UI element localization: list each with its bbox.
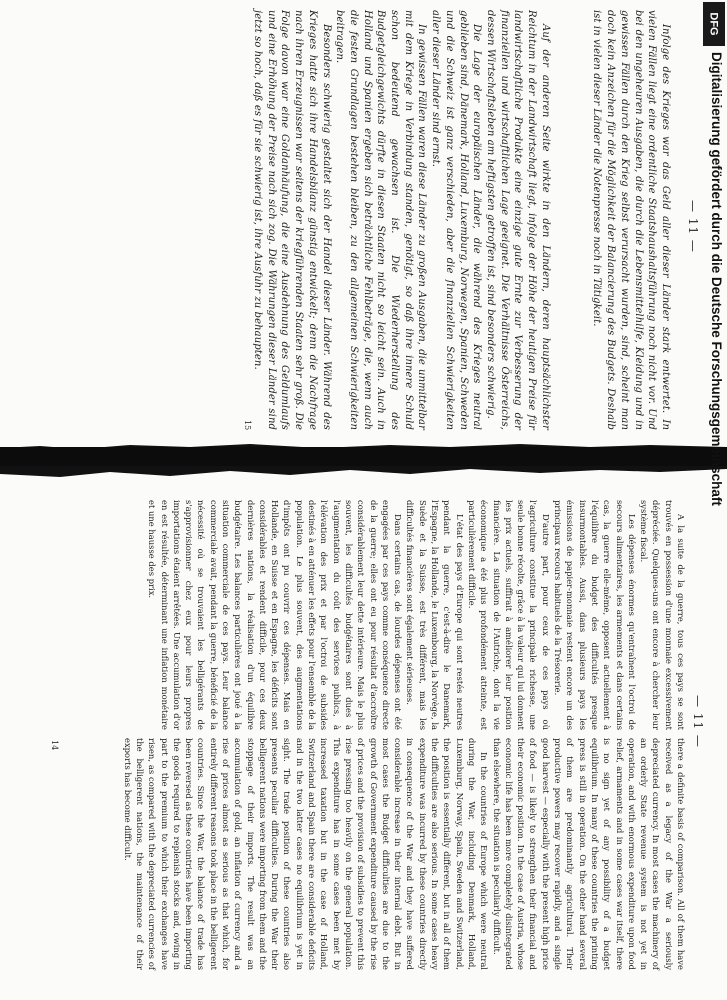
top-paragraph: Besonders schwierig gestaltet sich der Handel dieser Länder. Während des Krieges hatte sich ihre Handelsbilanz günstig entwickelt; denn die Nachfrage nach ihren Erzeugnissen war seitens der kriegführenden Staaten sehr groß. Die Folge davon war eine Goldanhäufung, die eine Ausdehnung des Geldumlaufs und eine Erhöhung der Preise nach sich zog. Die Währungen dieser Länder sind jetzt so hoch, daß es für sie schwierig ist, ihre Ausfuhr zu behaupten. (252, 10, 332, 430)
english-paragraph: there a definite basis of comparison. All of them have received as a legacy of the War a seriously depreciated currency. In most cases the machinery of an orderly State revenue system is not yet in operation, and with enormous expenditure upon food relief, armaments and in some cases war itself, there is no sign yet of any possibility of a budget equilibrium. In many of these countries the printing press is still in operation. On the other hand several of them are predominantly agricultural. Their productive powers may recover rapidly, and a single good harvest — especially with the present high price of food — is likely to strengthen their financial and their economic position. In the case of Austria, whose economic life has been more completely disintegrated than elsewhere, the situation is peculiarly difficult. (491, 738, 686, 970)
bottom-folio: 14 (50, 740, 59, 751)
top-paragraph: In gewissen Fällen waren diese Länder zu großen Ausgaben, die unmittelbar mit dem Kriege in Verbindung standen, genötigt, so daß ihre innere Schuld schon bedeutend gewachsen ist. Die Wiederherstellung des Budgetgleichgewichts dürfte in diesen Staaten nicht so leicht sein. Auch in Holland und Spanien ergeben sich beträchtliche Fehlbeträge, die, wenn auch die festen Grundlagen bestehen bleiben, zu den allgemeinen Schwierigkeiten beitragen. (334, 10, 428, 430)
top-paragraph: Infolge des Krieges war das Geld aller dieser Länder stark entwertet. In vielen Fällen liegt eine ordentliche Staatshaushaltsführung noch nicht vor. Und bei den ungeheuren Ausgaben, die durch die Lebensmittelhilfe, Kleidung und in gewissen Fällen durch den Krieg selbst verursacht wurden, sind, scheint man doch kein Anzeichen für die Möglichkeit der Balancierung des Budgets. Deshalb ist in vielen dieser Länder die Notenpresse noch in Tätigkeit. (591, 10, 671, 430)
bottom-right-column-english (62, 738, 687, 970)
top-paragraph: Die Lage der europäischen Länder, die während des Krieges neutral geblieben sind, Dänemark, Holland, Luxemburg, Norwegen, Spanien, Schweden und die Schweiz ist ganz verschieden, aber die finanziellen Schwierigkeiten aller dieser Länder sind ernst. (430, 10, 483, 430)
french-paragraph: D'autre part, pour ceux de ces pays où l'agriculture constitue la principale richesse, une seule bonne récolte, grâce à la valeur qui lui donnent les prix actuels, suffirait à améliorer leur position financière. La situation de l'Autriche, dont la vie économique a été plus profondément atteinte, est particulièrement difficile. (466, 500, 551, 730)
digitization-watermark: Digitalisierung gefördert durch die Deutsche Forschungsgemeinschaft (709, 52, 724, 506)
dfg-logo-text: DFG (708, 12, 721, 36)
bottom-page (15, 500, 705, 970)
dfg-logo-icon (703, 2, 725, 46)
page-divider-band (0, 447, 727, 467)
top-paragraph: Auf der anderen Seite wirkte in den Ländern, deren hauptsächlichster Reichtum in der Landwirtschaft liegt, infolge der Höhe der heutigen Preise für landwirtschaftliche Produkte eine einzige gute Ernte zur Verbesserung der finanziellen und wirtschaftlichen Lage geeignet. Die Verhältnisse Österreichs, dessen Wirtschaftsleben am heftigsten getroffen ist, sind besonders schwierig. (484, 10, 551, 430)
french-paragraph: Les dépenses énormes qu'entraînent l'octroi de secours alimentaires, les armements et dans certains cas, la guerre elle-même, opposent actuellement à l'équilibre du budget des difficultés presque insurmontables. Aussi, dans plusieurs pays les émissions de papier-monnaie restent encore un des principaux recours habituels de la Trésorerie. (553, 500, 637, 730)
bottom-page-number: — 11 — (691, 695, 705, 748)
english-paragraph: In the countries of Europe which were neutral during the War, including Denmark, Holland, Luxemburg, Norway, Spain, Sweden and Switzerland, the position is essentially different, but in all of them the difficulties are also serious. In some cases heavy expenditure was incurred by these countries directly in consequence of the War and they have suffered considerable increase in their internal debt. But in most cases the Budget difficulties are due to the growth of Government expenditure caused by the rise of prices and the provision of subsidies to prevent this rise pressing too heavily on the general population. This expenditure has in some cases been met by increased taxation but in the case of Holland, Switzerland and Spain there are considerable deficits and in the two latter cases no equilibrium is yet in sight. The trade position of these countries also presents peculiar difficulties. During the War their belligerent nations were importing from them and the stoppage of their imports. The result was an accumulation of gold, an inflation of currency and a rise of prices almost as serious as that which, for entirely different reasons took place in the belligerent countries. Since the War, the balance of trade has been reversed as these countries have been importing the goods required to replenish stocks and, owing in part to the premium to which their exchanges have risen, as compared with the depreciated currencies of the belligerent nations, the maintenance of their exports has become difficult. (122, 738, 490, 970)
french-paragraph: A la suite de la guerre, tous ces pays se sont trouvés en possession d'une monnaie excessivement dépréciée. Quelques-uns ont encore à chercher leur système fiscal. (639, 500, 686, 730)
bottom-left-column-french (62, 500, 687, 730)
top-folio: 15 (243, 420, 252, 431)
top-page-number: — 11 — (686, 200, 700, 253)
french-paragraph: L'état des pays d'Europe qui sont restés neutres pendant la guerre, c'est-à-dire le Danemark, l'Espagne, la Hollande, le Luxembourg, la Norvège, la Suède et la Suisse, est très différent, mais les difficultés financières sont également sérieuses. (405, 500, 465, 730)
top-page (80, 10, 700, 430)
top-text-column (202, 10, 672, 430)
french-paragraph: Dans certains cas, de lourdes dépenses ont été engagées par ces pays comme conséquence directe de la guerre; elles ont eu pour résultat d'accroître considérablement leur dette intérieure. Mais le plus souvent, les difficultés budgétaires sont dues à l'augmentation du coût des services publics, à l'élévation des prix et par l'octroi de subsides destinés à en atténuer les effets pour l'ensemble de la population. Le plus souvent, des augmentations d'impôts ont pu couvrir ces dépenses. Mais en Hollande, en Suisse et en Espagne, les déficits sont considérables et rendent difficile, pour ces deux dernières nations, la réalisation d'un équilibre budgétaire. Les balances particulières ont joué à la situation commerciale de ces pays. Leur balance commerciale avait, pendant la guerre, bénéficié de la nécessité où se trouvaient les belligérants de s'approvisionner chez eux pour leurs propres importations étaient arrêtées. Une accumulation d'or en est résultée, déterminant une inflation monétaire et une hausse des prix. (147, 500, 404, 730)
divider-torn-edge-bottom (0, 466, 727, 482)
